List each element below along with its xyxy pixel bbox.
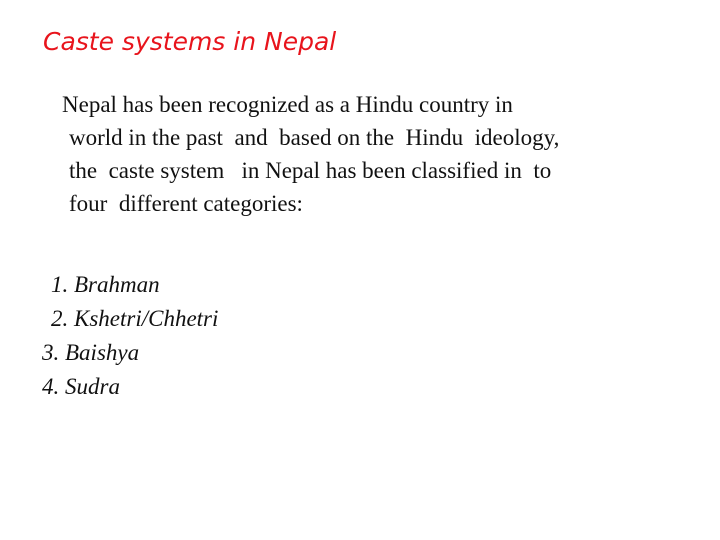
list-item: 3. Baishya xyxy=(42,340,140,365)
paragraph-line: Nepal has been recognized as a Hindu country in xyxy=(62,92,513,117)
paragraph-line: world in the past and based on the Hindu ideology, xyxy=(69,125,560,150)
paragraph-line: the caste system in Nepal has been classified in to xyxy=(69,158,552,183)
caste-category-list xyxy=(42,268,218,404)
intro-paragraph xyxy=(62,88,702,220)
list-item: 1. Brahman xyxy=(51,272,160,297)
paragraph-line: four different categories: xyxy=(69,191,303,216)
slide-title: Caste systems in Nepal xyxy=(43,27,337,56)
list-item: 2. Kshetri/Chhetri xyxy=(51,306,219,331)
list-item: 4. Sudra xyxy=(42,374,120,399)
